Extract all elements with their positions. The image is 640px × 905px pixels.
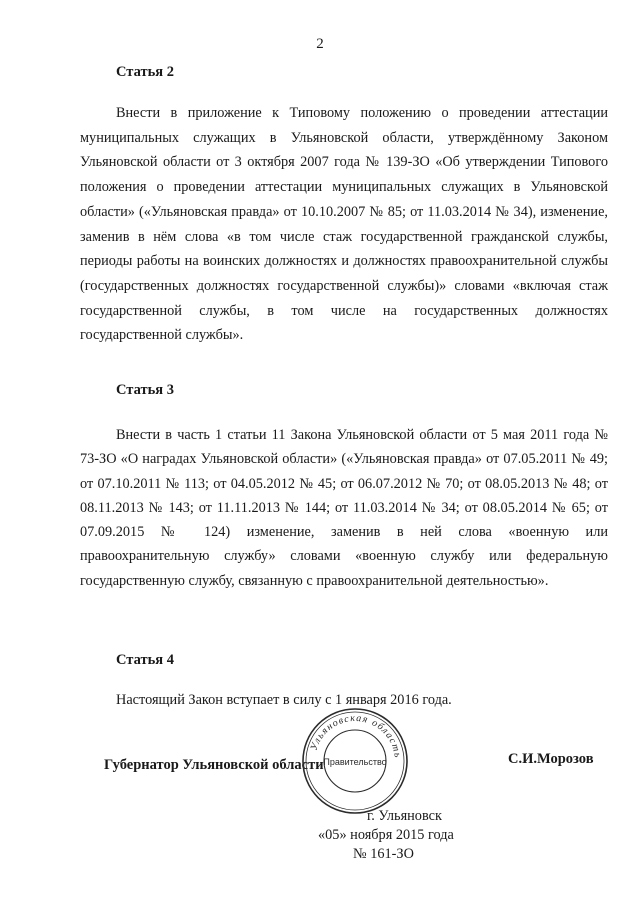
governor-title: Губернатор Ульяновской области	[104, 757, 324, 773]
article-2-text: Внести в приложение к Типовому положению о проведении аттестации муниципальных служащих в Ульяновской области, утверждённому Законом Ульяновской области от 3 октября 2007 года № 139-ЗО «Об утверждении Типового положения о проведении аттестации муниципальных служащих в Ульяновской области» («Ульяновская правда» от 10.10.2007 № 85; от 11.03.2014 № 34), изменение, заменив в нём слова «в том числе стаж государственной гражданской службы, периоды работы на воинских должностях и должностях правоохранительной службы (государственных должностях государственной службы)» словами «включая стаж государственной службы, в том числе на государственных должностях государственной службы».	[80, 105, 608, 344]
article-3-text: Внести в часть 1 статьи 11 Закона Ульяновской области от 5 мая 2011 года № 73-ЗО «О наградах Ульяновской области» («Ульяновская правда» от 07.05.2011 № 49; от 07.10.2011 № 113; от 04.05.2012 № 45; от 06.07.2012 № 70; от 08.05.2013 № 48; от 08.11.2013 № 143; от 11.11.2013 № 144; от 11.03.2014 № 34; от 08.05.2014 № 65; от 07.09.2015 № 124) изменение, заменив в ней слова «военную или правоохранительную службу» словами «военную службу или федеральную государственную службу, связанную с правоохранительной деятельностью».	[80, 427, 608, 589]
page-number: 2	[316, 36, 324, 52]
footer-city: г. Ульяновск	[367, 808, 442, 824]
article-4-heading: Статья 4	[116, 652, 174, 668]
footer-date: «05» ноября 2015 года	[318, 827, 454, 843]
seal-outer-text: Ульяновская область	[308, 712, 403, 760]
article-3-heading: Статья 3	[116, 382, 174, 398]
article-4-text: Настоящий Закон вступает в силу с 1 января 2016 года.	[116, 692, 452, 708]
article-2-heading: Статья 2	[116, 64, 174, 80]
footer-number: № 161-ЗО	[353, 846, 414, 862]
governor-name: С.И.Морозов	[508, 751, 594, 767]
official-seal	[300, 706, 410, 816]
seal-inner-text: Правительство	[323, 757, 387, 767]
